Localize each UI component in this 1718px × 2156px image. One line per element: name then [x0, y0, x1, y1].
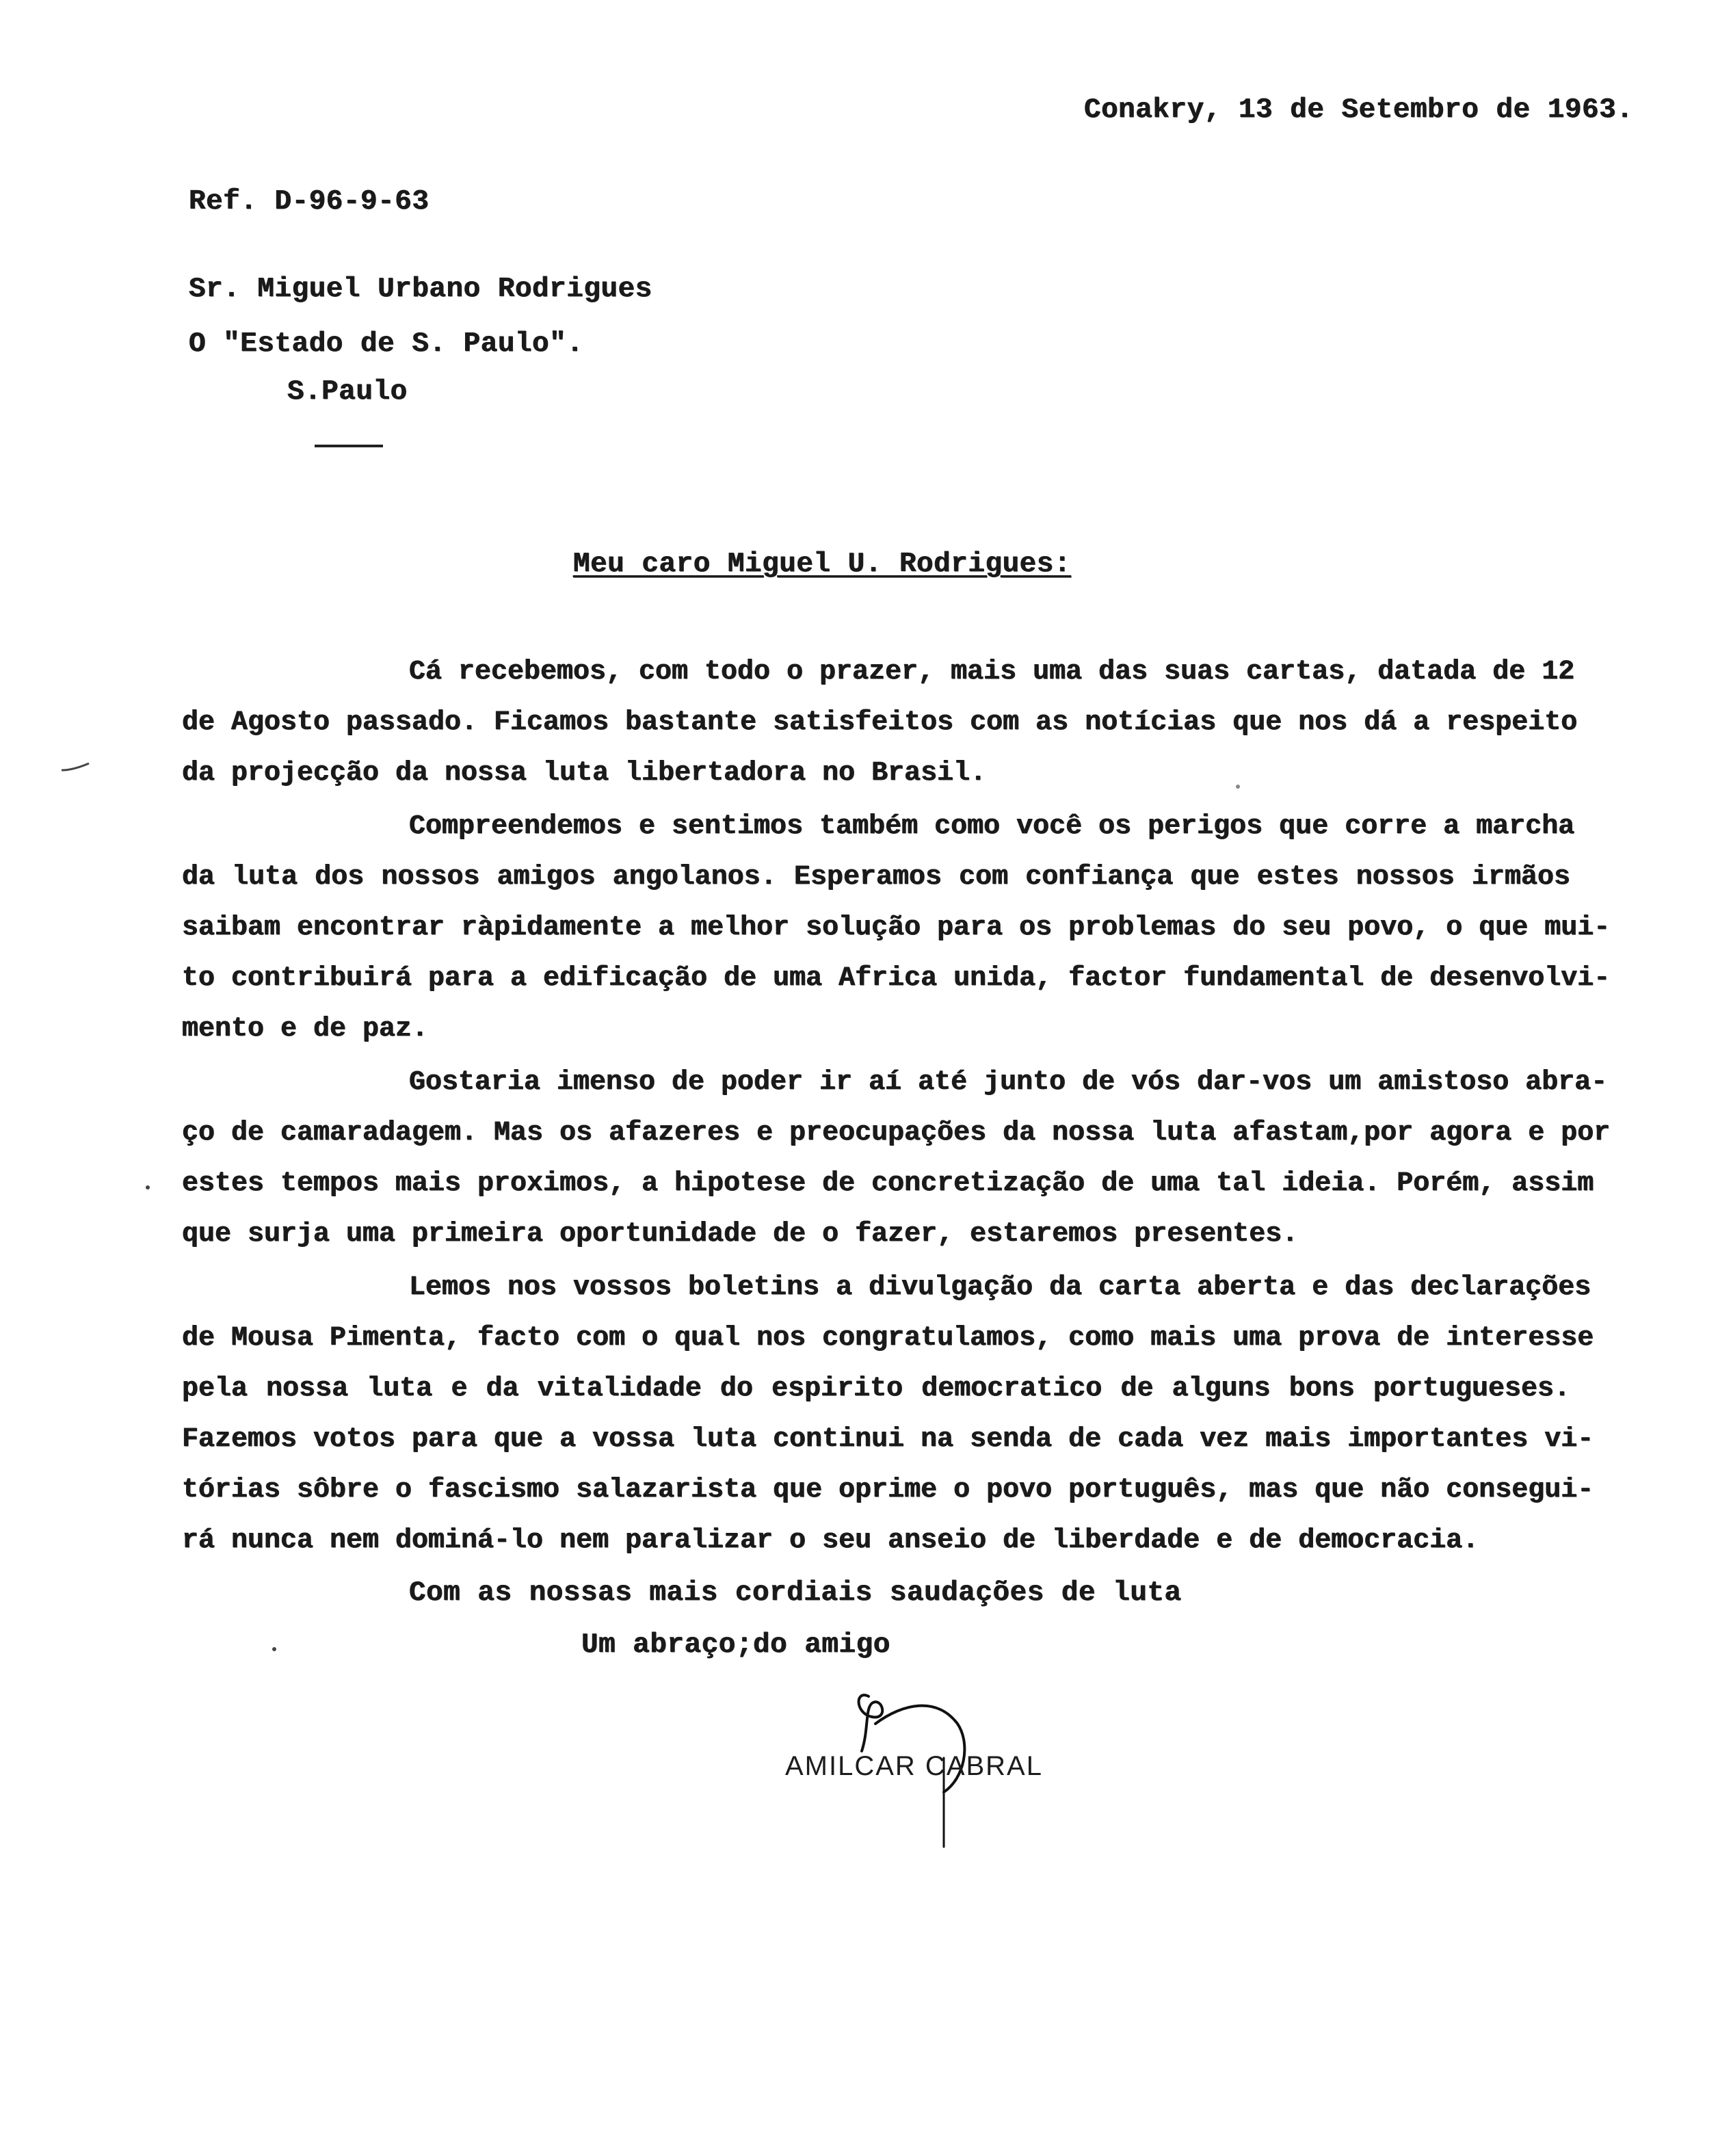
paragraph-4-line-4: Fazemos votos para que a vossa luta continui na senda de cada vez mais importantes vi- — [182, 1424, 1594, 1455]
closing-line-1: Com as nossas mais cordiais saudações de luta — [409, 1577, 1182, 1609]
letter-date: Conakry, 13 de Setembro de 1963. — [1084, 94, 1634, 126]
paragraph-4-line-5: tórias sôbre o fascismo salazarista que oprime o povo português, mas que não consegui- — [182, 1475, 1594, 1506]
smudge-mark — [1231, 780, 1252, 793]
paragraph-3-line-4: que surja uma primeira oportunidade de o fazer, estaremos presentes. — [182, 1219, 1299, 1250]
paragraph-1-line-1: Cá recebemos, com todo o prazer, mais uma das suas cartas, datada de 12 — [409, 657, 1575, 687]
paragraph-3-line-3: estes tempos mais proximos, a hipotese de concretização de uma tal ideia. Porém, assim — [182, 1168, 1594, 1199]
reference-number: Ref. D-96-9-63 — [189, 186, 430, 218]
paragraph-2-line-4: to contribuirá para a edificação de uma Africa unida, factor fundamental de desenvolvi- — [182, 963, 1611, 994]
paragraph-2-line-3: saibam encontrar ràpidamente a melhor solução para os problemas do seu povo, o que mui- — [182, 912, 1611, 943]
paragraph-3-line-1: Gostaria imenso de poder ir aí até junto de vós dar-vos um amistoso abra- — [409, 1067, 1608, 1098]
recipient-name: Sr. Miguel Urbano Rodrigues — [189, 274, 652, 305]
paragraph-2-line-5: mento e de paz. — [182, 1014, 429, 1044]
paragraph-4-line-2: de Mousa Pimenta, facto com o qual nos congratulamos, como mais uma prova de interesse — [182, 1323, 1594, 1354]
paragraph-4-line-1: Lemos nos vossos boletins a divulgação da carta aberta e das declarações — [409, 1272, 1591, 1303]
margin-mark — [59, 761, 93, 774]
salutation: Meu caro Miguel U. Rodrigues: — [573, 549, 1072, 580]
paragraph-2-line-2: da luta dos nossos amigos angolanos. Esperamos com confiança que estes nossos irmãos — [182, 862, 1570, 893]
signatory-name: AMILCAR CABRAL — [785, 1751, 1043, 1781]
address-underline — [315, 445, 383, 447]
recipient-city: S.Paulo — [287, 376, 408, 408]
dot-mark — [144, 1183, 152, 1192]
paragraph-4-line-6: rá nunca nem dominá-lo nem paralizar o seu anseio de liberdade e de democracia. — [182, 1525, 1479, 1556]
paragraph-1-line-2: de Agosto passado. Ficamos bastante satisfeitos com as notícias que nos dá a respeito — [182, 707, 1578, 738]
paragraph-4-line-3: pela nossa luta e da vitalidade do espirito democratico de alguns bons portugueses. — [182, 1373, 1570, 1404]
paragraph-3-line-2: ço de camaradagem. Mas os afazeres e preocupações da nossa luta afastam,por agora e por — [182, 1118, 1611, 1148]
dot-mark — [270, 1645, 278, 1653]
paragraph-1-line-3: da projecção da nossa luta libertadora no Brasil. — [182, 758, 987, 789]
paragraph-2-line-1: Compreendemos e sentimos também como você os perigos que corre a marcha — [409, 811, 1575, 842]
recipient-organization: O "Estado de S. Paulo". — [189, 328, 584, 360]
closing-line-2: Um abraço;do amigo — [581, 1629, 890, 1661]
